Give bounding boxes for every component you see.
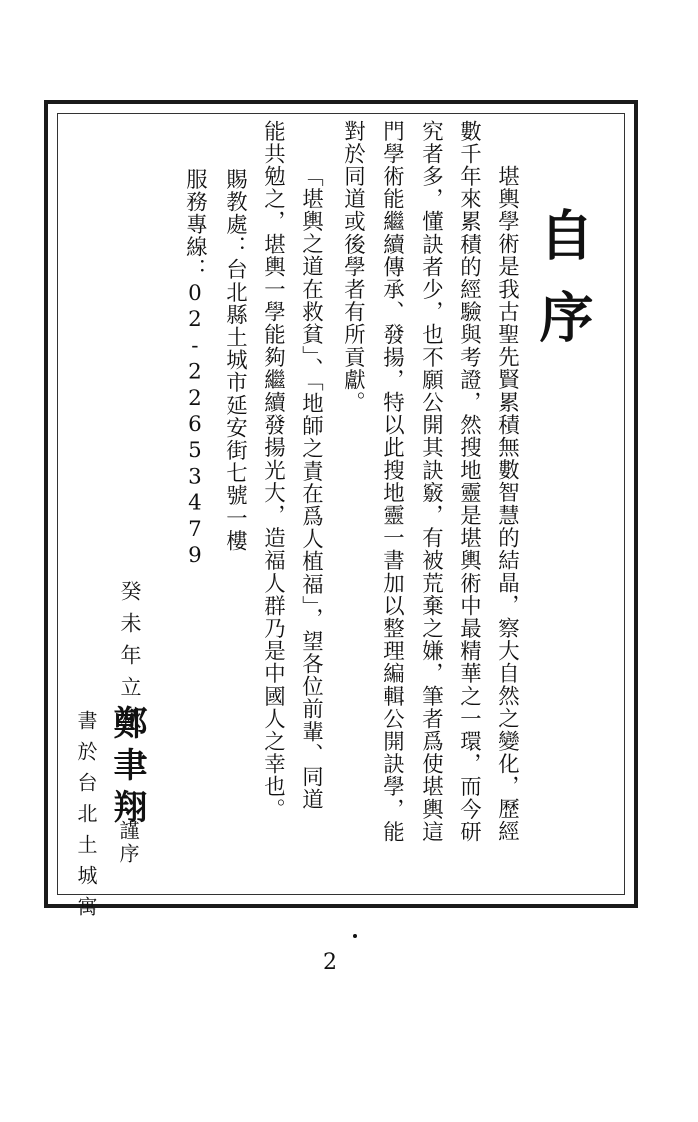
body-line-3: 究者多，懂訣者少，也不願公開其訣竅，有被荒棄之嫌，筆者爲使堪輿這 [418,120,444,844]
body-line-4: 門學術能繼續傳承、發揚，特以此搜地靈一書加以整理編輯公開訣學，能 [379,120,405,844]
contact-address: 賜教處：台北縣土城市延安街七號一樓 [222,168,248,553]
preface-date: 癸未年立秋 [118,580,142,740]
contact-phone: 服務專線：02-22653479 [182,168,208,570]
writing-place: 書於台北土城寓 [74,710,98,927]
body-line-7: 能共勉之，堪輿一學能夠繼續發揚光大，造福人群乃是中國人之幸也。 [260,120,286,821]
page-dot [353,934,357,938]
preface-title: 自序 [531,207,595,371]
body-line-5: 對於同道或後學者有所貢獻。 [340,120,366,414]
author-signature: 鄭聿翔 [107,705,147,831]
body-line-1: 堪輿學術是我古聖先賢累積無數智慧的結晶，察大自然之變化，歷經 [494,165,520,843]
body-line-2: 數千年來累積的經驗與考證，然搜地靈是堪輿術中最精華之一環，而今研 [456,120,482,844]
page-number: 2 [323,950,337,975]
body-line-6: 「堪輿之道在救貧」、「地師之責在爲人植福」，望各位前輩、同道 [298,165,324,811]
respect-closing: 謹序 [116,820,140,866]
